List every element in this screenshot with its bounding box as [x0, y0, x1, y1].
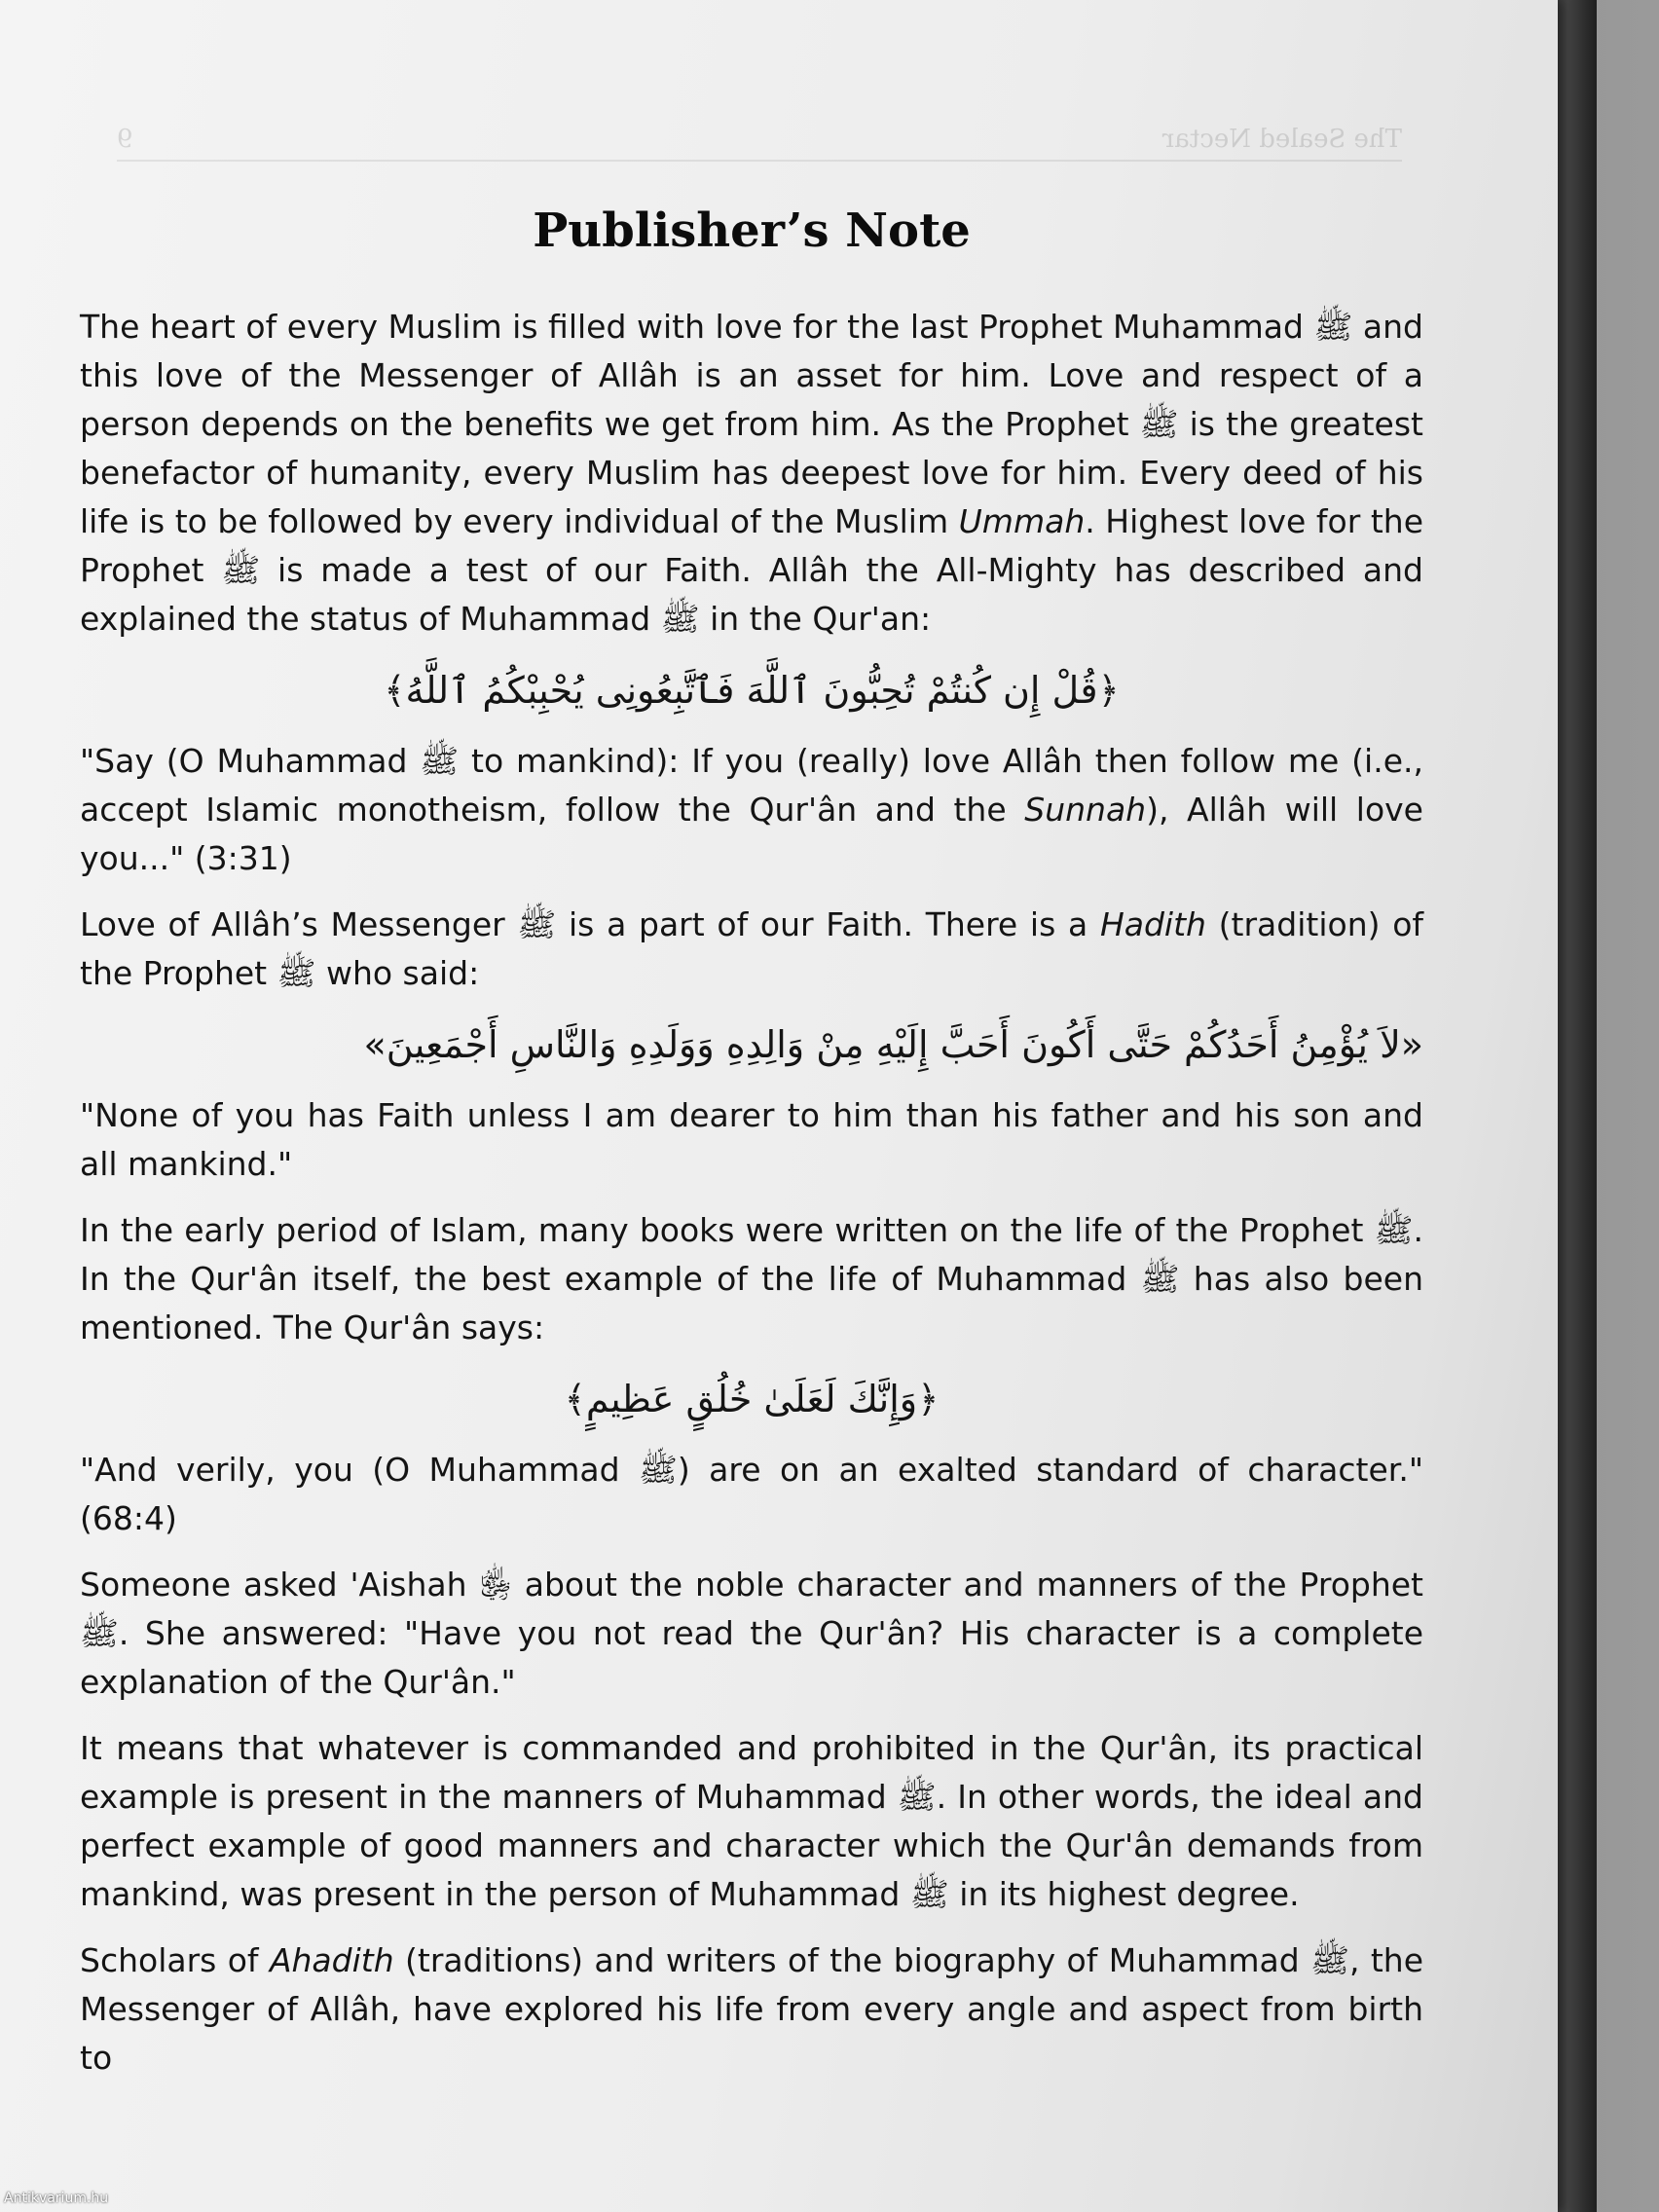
page-title: Publisher’s Note	[533, 203, 971, 258]
quote-3: "And verily, you (O Muhammad ﷺ) are on an exalted standard of character." (68:4)	[80, 1451, 1423, 1537]
paragraph-2-emphasis: Hadith	[1099, 905, 1206, 943]
running-header-title: The Sealed Nectar	[1161, 125, 1402, 154]
quote-2: "None of you has Faith unless I am dearer to him than his father and his son and all mankind."	[80, 1096, 1423, 1183]
arabic-hadith: «لاَ يُؤْمِنُ أَحَدُكُمْ حَتَّى أَكُونَ أَحَبَّ إِلَيْهِ مِنْ وَالِدِهِ وَوَلَدِهِ وَالنَّاسِ أَجْمَعِينَ»	[363, 1023, 1423, 1066]
quote-1-text-b: ), Allâh will love you..." (3:31)	[80, 791, 1423, 877]
paragraph-4: Someone asked 'Aishah ﵂ about the noble character and manners of the Prophet ﷺ. She answered: "Have you not read the Qur'ân? His character is a complete explanation of the Qur'ân."	[80, 1566, 1423, 1701]
paragraph-5: It means that whatever is commanded and prohibited in the Qur'ân, its practical example is present in the manners of Muhammad ﷺ. In other words, the ideal and perfect example of good manners and character which the Qur'ân demands from mankind, was present in the person of Muhammad ﷺ in its highest degree.	[80, 1729, 1423, 1913]
paragraph-6-text-b: (traditions) and writers of the biography of Muhammad ﷺ, the Messenger of Allâh, have explored his life from every angle and aspect from birth to	[80, 1941, 1423, 2077]
paragraph-2	[80, 901, 1423, 998]
arabic-verse-2: ﴿وَإِنَّكَ لَعَلَىٰ خُلُقٍ عَظِيمٍ﴾	[564, 1378, 940, 1420]
paragraph-6-emphasis: Ahadith	[269, 1941, 394, 1979]
page-content	[80, 200, 1423, 2100]
running-header	[117, 125, 1402, 162]
quote-1-emphasis: Sunnah	[1024, 791, 1147, 829]
paragraph-1-text-b: . Highest love for the Prophet ﷺ is made a test of our Faith. Allâh the All-Mighty has described and explained the status of Muhammad ﷺ in the Qur'an:	[80, 502, 1423, 638]
paragraph-3: In the early period of Islam, many books were written on the life of the Prophet ﷺ. In the Qur'ân itself, the best example of the life of Muhammad ﷺ has also been mentioned. The Qur'ân says:	[80, 1211, 1423, 1346]
paragraph-2-text-a: Love of Allâh’s Messenger ﷺ is a part of our Faith. There is a	[80, 905, 1100, 943]
arabic-verse-1: ﴿قُلْ إِن كُنتُمْ تُحِبُّونَ ٱللَّهَ فَٱتَّبِعُونِى يُحْبِبْكُمُ ٱللَّهُ﴾	[384, 669, 1120, 712]
paragraph-6-text-a: Scholars of	[80, 1941, 270, 1979]
watermark: Antikvarium.hu	[4, 2191, 109, 2206]
quote-1-text-a: "Say (O Muhammad ﷺ to mankind): If you (really) love Allâh then follow me (i.e., accept Islamic monotheism, follow the Qur'ân and the	[80, 742, 1423, 829]
paragraph-1-emphasis: Ummah	[958, 502, 1086, 540]
paragraph-1-text-a: The heart of every Muslim is filled with love for the last Prophet Muhammad ﷺ and this love of the Messenger of Allâh is an asset for him. Love and respect of a person depends on the benefits we get from him. As the Prophet ﷺ is the greatest benefactor of humanity, every Muslim has deepest love for him. Every deed of his life is to be followed by every individual of the Muslim	[80, 308, 1424, 540]
paragraph-1	[80, 303, 1423, 644]
quote-1	[80, 737, 1423, 883]
paragraph-6	[80, 1936, 1423, 2083]
running-header-page-number: 9	[117, 125, 133, 154]
paragraph-2-text-b: (tradition) of the Prophet ﷺ who said:	[80, 905, 1424, 992]
